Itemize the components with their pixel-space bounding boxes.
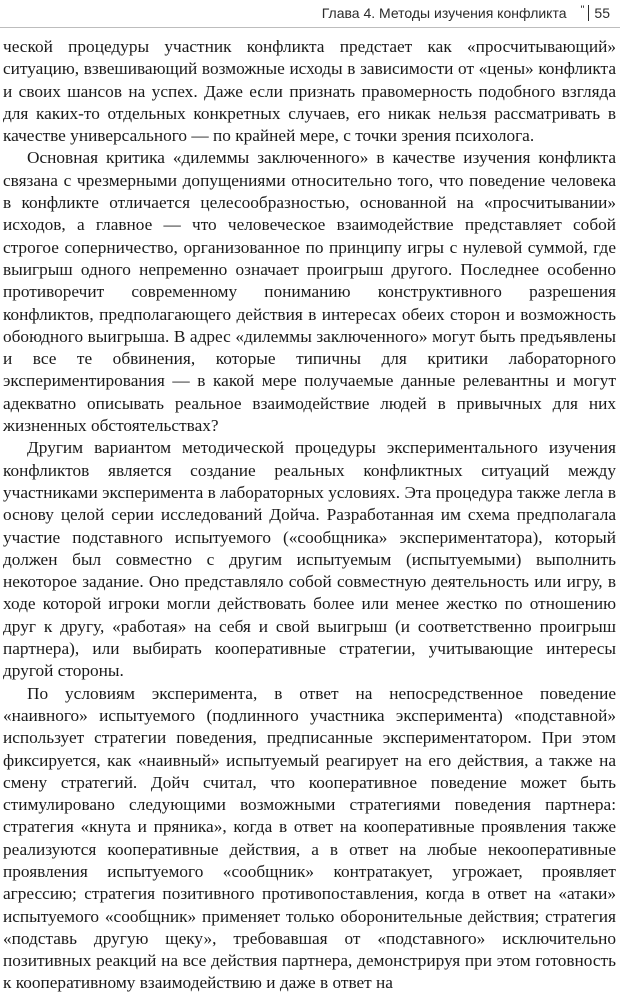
header-rule [0,27,620,28]
page-number: 55 [594,5,610,21]
running-header [322,2,610,24]
paragraph: Основная критика «дилеммы заключенного» в качестве изучения конфликта связана с чрезмерными допущениями относительно того, что поведение человека в конфликте отличается целесообразностью, основанной на «просчитывании» исходов, а главное — что человеческое взаимодействие представляет собой строгое соперничество, организованное по принципу игры с нулевой суммой, где выигрыш одного непременно означает проигрыш другого. Последнее особенно противоречит современному пониманию конструктивного разрешения конфликтов, предполагающего действия в интересах обеих сторон и возможность обоюдного выигрыша. В адрес «дилеммы заключенного» могут быть предъявлены и все те обвинения, которые типичны для критики лабораторного экспериментирования — в какой мере получаемые данные релевантны и могут адекватно описывать реальное взаимодействие людей в привычных для них жизненных обстоятельствах? [3,148,616,436]
paragraph-continued: ческой процедуры участник конфликта предстает как «просчитывающий» ситуацию, взвешивающий возможные исходы в зависимости от «цены» конфликта и своих шансов на успех. Даже если признать правомерность подобного взгляда для каких-то отдельных конкретных случаев, его никак нельзя рассматривать в качестве универсального — по крайней мере, с точки зрения психолога. [3,37,616,146]
paragraph: Другим вариантом методической процедуры экспериментального изучения конфликтов является создание реальных конфликтных ситуаций между участниками эксперимента в лабораторных условиях. Эта процедура также легла в основу целой серии исследований Дойча. Разработанная им схема предполагала участие подставного испытуемого («сообщника» экспериментатора), который должен был совместно с другим испытуемым (испытуемыми) выполнить некоторое задание. Оно представляло собой совместную деятельность или игру, в ходе которой игроки могли действовать более или менее жестко по отношению друг к другу, «работая» на себя и свой выигрыш (и соответственно проигрыш партнера), или выбирать кооперативные стратегии, учитывающие интересы другой стороны. [3,438,616,681]
paragraph: По условиям эксперимента, в ответ на непосредственное поведение «наивного» испытуемого (подлинного участника эксперимента) «подставной» использует стратегии поведения, предписанные экспериментатором. При этом фиксируется, как «наивный» испытуемый реагирует на его действия, а также на смену стратегий. Дойч считал, что кооперативное поведение может быть стимулировано следующими возможными стратегиями поведения партнера: стратегия «кнута и пряника», когда в ответ на кооперативные проявления также реализуются кооперативные действия, а в ответ на любые некооперативные проявления испытуемого «сообщник» контратакует, угрожает, проявляет агрессию; стратегия позитивного противопоставления, когда в ответ на «атаки» испытуемого «сообщник» применяет только оборонительные действия; стратегия «подставь другую щеку», требовавшая от «подставного» исключительно позитивных реакций на все действия партнера, демонстрируя при этом готовность к кооперативному взаимодействию и даже в ответ на [3,683,616,993]
body-text [3,36,616,995]
header-separator [588,5,589,21]
header-ornament: " [580,4,585,16]
chapter-title: Глава 4. Методы изучения конфликта [321,5,567,21]
